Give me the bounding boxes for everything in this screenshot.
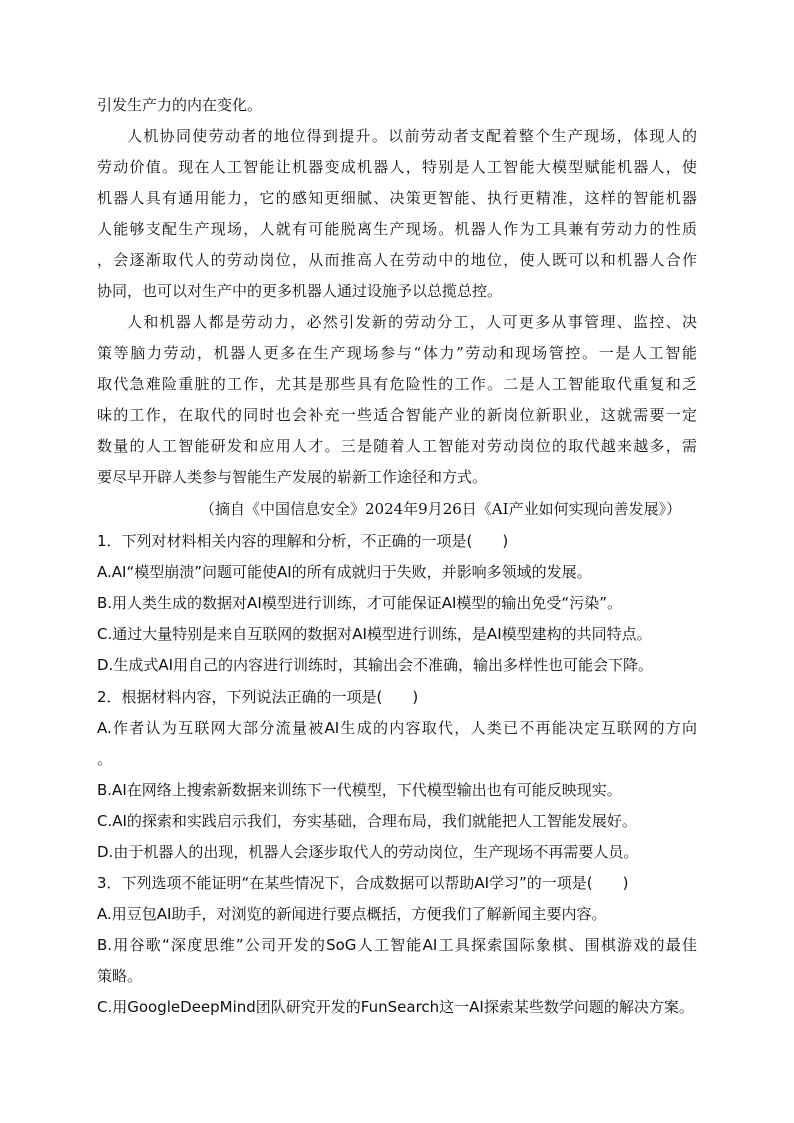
- question-2-stem: 2．根据材料内容，下列说法正确的一项是( ): [97, 688, 419, 706]
- passage-line: 人机协同使劳动者的地位得到提升。以前劳动者支配着整个生产现场，体现人的: [127, 127, 697, 145]
- question-2-option-d: D.由于机器人的出现，机器人会逐步取代人的劳动岗位，生产现场不再需要人员。: [97, 843, 639, 861]
- passage-line: 味的工作，在取代的同时也会补充一些适合智能产业的新岗位新职业，这就需要一定: [97, 406, 697, 424]
- question-3-option-c: C.用GoogleDeepMind团队研究开发的FunSearch这一AI探索某些数学问题的解决方案。: [97, 998, 694, 1016]
- passage-line: 数量的人工智能研发和应用人才。三是随着人工智能对劳动岗位的取代越来越多，需: [97, 437, 697, 455]
- question-3-stem: 3．下列选项不能证明“在某些情况下，合成数据可以帮助AI学习”的一项是( ): [97, 874, 629, 892]
- question-1-option-d: D.生成式AI用自己的内容进行训练时，其输出会不准确，输出多样性也可能会下降。: [97, 656, 654, 674]
- question-3-option-b-cont: 策略。: [97, 967, 143, 985]
- passage-line: 引发生产力的内在变化。: [97, 96, 263, 114]
- question-1-option-b: B.用人类生成的数据对AI模型进行训练，才可能保证AI模型的输出免受“污染”。: [97, 594, 622, 612]
- passage-line: 取代急难险重脏的工作，尤其是那些具有危险性的工作。二是人工智能取代重复和乏: [97, 375, 697, 393]
- question-3-option-b: B.用谷歌“深度思维”公司开发的SoG人工智能AI工具探索国际象棋、围棋游戏的最佳: [97, 936, 697, 954]
- question-2-option-b: B.AI在网络上搜索新数据来训练下一代模型，下代模型输出也有可能反映现实。: [97, 781, 622, 799]
- passage-line: 劳动价值。现在人工智能让机器变成机器人，特别是人工智能大模型赋能机器人，使: [97, 158, 697, 176]
- passage-line: 策等脑力劳动，机器人更多在生产现场参与“体力”劳动和现场管控。一是人工智能: [97, 344, 697, 362]
- passage-line: 协同，也可以对生产中的更多机器人通过设施予以总揽总控。: [97, 282, 503, 300]
- question-2-option-a-cont: 。: [97, 750, 113, 768]
- passage-line: 人能够支配生产现场，人就有可能脱离生产现场。机器人作为工具兼有劳动力的性质: [97, 220, 697, 238]
- question-2-option-c: C.AI的探索和实践启示我们，夯实基础，合理布局，我们就能把人工智能发展好。: [97, 812, 637, 830]
- passage-line: 机器人具有通用能力，它的感知更细腻、决策更智能、执行更精准，这样的智能机器: [97, 189, 697, 207]
- passage-line: 人和机器人都是劳动力，必然引发新的劳动分工，人可更多从事管理、监控、决: [127, 313, 697, 331]
- question-1-stem: 1．下列对材料相关内容的理解和分析，不正确的一项是( ): [97, 532, 509, 550]
- question-1-option-c: C.通过大量特别是来自互联网的数据对AI模型进行训练，是AI模型建构的共同特点。: [97, 625, 652, 643]
- question-2-option-a: A.作者认为互联网大部分流量被AI生成的内容取代，人类已不再能决定互联网的方向: [97, 719, 697, 737]
- source-citation: （摘自《中国信息安全》2024年9月26日《AI产业如何实现向善发展》）: [200, 500, 682, 518]
- passage-line: ，会逐渐取代人的劳动岗位，从而推高人在劳动中的地位，使人既可以和机器人合作: [97, 251, 697, 269]
- question-1-option-a: A.AI“模型崩溃”问题可能使AI的所有成就归于失败，并影响多领域的发展。: [97, 563, 592, 581]
- question-3-option-a: A.用豆包AI助手，对浏览的新闻进行要点概括，方便我们了解新闻主要内容。: [97, 905, 607, 923]
- passage-line: 要尽早开辟人类参与智能生产发展的崭新工作途径和方式。: [97, 468, 488, 486]
